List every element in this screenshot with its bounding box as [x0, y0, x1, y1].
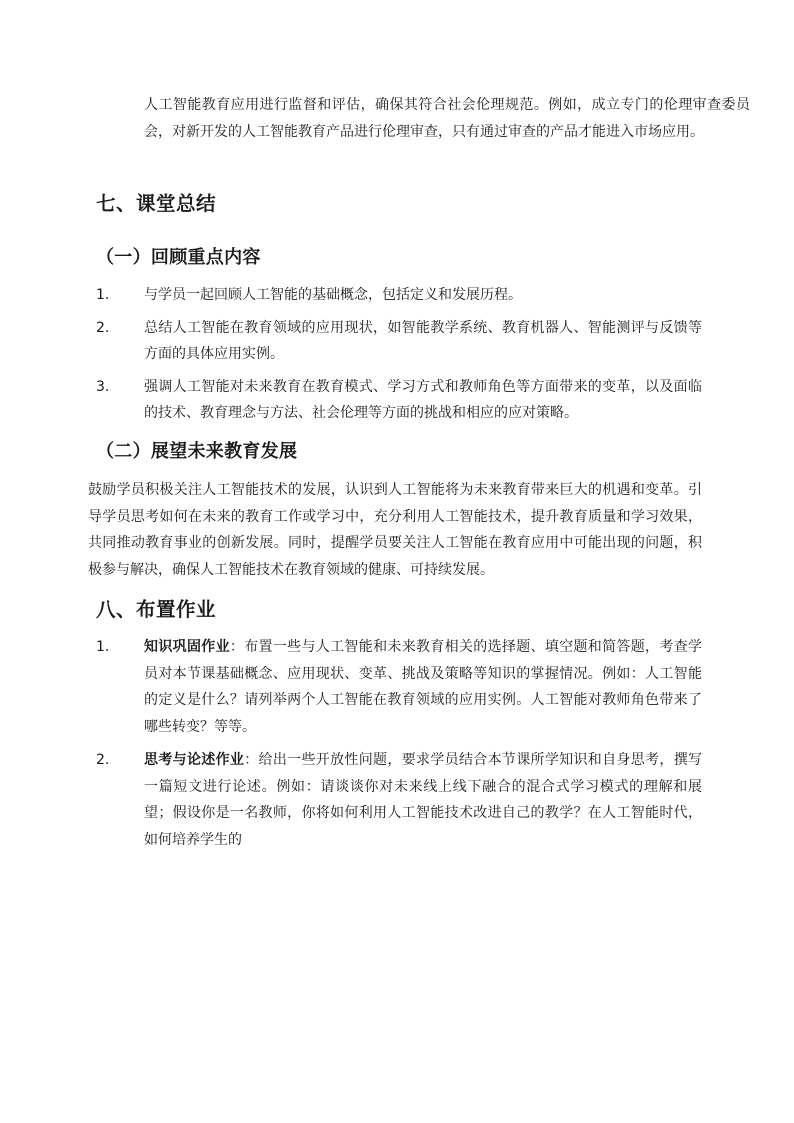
section-7-sub1-heading: （一）回顾重点内容: [96, 247, 261, 268]
outlook-paragraph: 鼓励学员积极关注人工智能技术的发展，认识到人工智能将为未来教育带来巨大的机遇和变革。引导学员思考如何在未来的教育工作或学习中，充分利用人工智能技术，提升教育质量和学习效果，共同推动教育事业的创新发展。同时，提醒学员要关注人工智能在教育应用中可能出现的问题，积极参与解决，确保人工智能技术在教育领域的健康、可持续发展。: [88, 482, 702, 578]
section-7-sub2-heading: （二）展望未来教育发展: [96, 441, 298, 462]
list-text: ：给出一些开放性问题，要求学员结合本节课所学知识和自身思考，撰写一篇短文进行论述。例如：请谈谈你对未来线上线下融合的混合式学习模式的理解和展望；假设你是一名教师，你将如何利用人工智能技术改进自己的教学？在人工智能时代，如何培养学生的: [144, 752, 703, 848]
list-item: [96, 634, 702, 740]
list-number: 1.: [96, 639, 110, 655]
list-item: [96, 374, 702, 427]
continuation-paragraph: 人工智能教育应用进行监督和评估，确保其符合社会伦理规范。例如，成立专门的伦理审查委员会，对新开发的人工智能教育产品进行伦理审查，只有通过审查的产品才能进入市场应用。: [144, 97, 750, 140]
list-number: 3.: [96, 378, 110, 395]
list-item: [96, 315, 702, 368]
section-7-heading: 七、课堂总结: [96, 192, 217, 215]
list-item: [96, 282, 702, 309]
homework-list: [96, 634, 702, 853]
homework-label: 知识巩固作业: [144, 639, 230, 655]
list-text: ：布置一些与人工智能和未来教育相关的选择题、填空题和简答题，考查学员对本节课基础概念、应用现状、变革、挑战及策略等知识的掌握情况。例如：人工智能的定义是什么？请列举两个人工智能在教育领域的应用实例。人工智能对教师角色带来了哪些转变？等等。: [144, 639, 703, 735]
review-list: [96, 282, 702, 427]
list-number: 2.: [96, 319, 110, 336]
homework-label: 思考与论述作业: [144, 752, 245, 768]
list-item: [96, 747, 702, 853]
list-text: 强调人工智能对未来教育在教育模式、学习方式和教师角色等方面带来的变革，以及面临的技术、教育理念与方法、社会伦理等方面的挑战和相应的应对策略。: [144, 378, 702, 421]
list-text: 与学员一起回顾人工智能的基础概念，包括定义和发展历程。: [144, 287, 522, 303]
section-8-heading: 八、布置作业: [96, 598, 217, 621]
list-number: 2.: [96, 752, 110, 768]
list-number: 1.: [96, 287, 110, 303]
list-text: 总结人工智能在教育领域的应用现状，如智能教学系统、教育机器人、智能测评与反馈等方面的具体应用实例。: [144, 319, 702, 362]
